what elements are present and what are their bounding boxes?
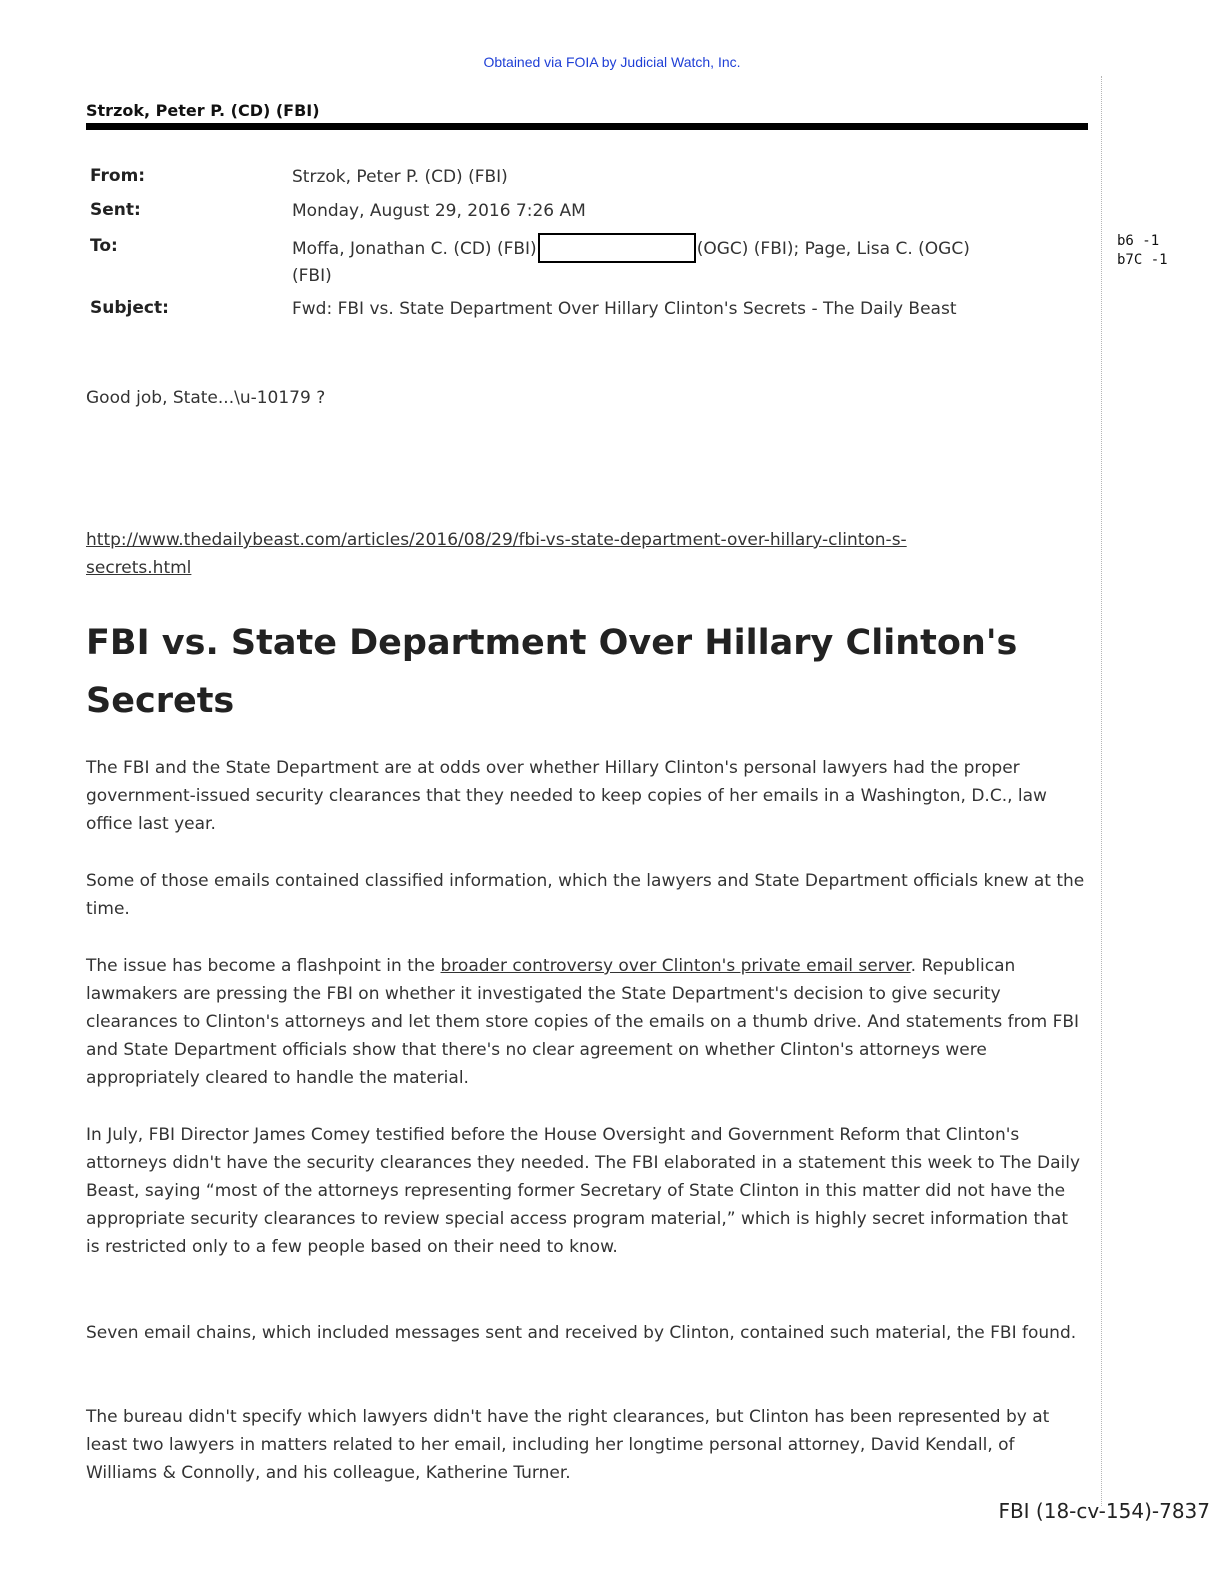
message-text: Good job, State...\u-10179 ?: [86, 388, 326, 408]
foia-watermark: Obtained via FOIA by Judicial Watch, Inc.: [483, 54, 741, 70]
email-server-link[interactable]: broader controversy over Clinton's private email server: [440, 956, 911, 976]
article-paragraph-4: In July, FBI Director James Comey testified before the House Oversight and Government Reform that Clinton's attorneys didn't have the security clearances they needed. The FBI elaborated in a statement this week to The Daily Beast, saying “most of the attorneys representing former Secretary of State Clinton in this matter did not have the appropriate security clearances to review special access program material,” which is highly secret information that is restricted only to a few people based on their need to know.: [86, 1125, 1081, 1257]
to-recipient-page: (OGC) (FBI); Page, Lisa C. (OGC): [696, 239, 970, 259]
redaction-code-b6: b6 -1: [1117, 233, 1160, 249]
to-label: To:: [90, 236, 118, 256]
bates-number: FBI (18-cv-154)-7837: [998, 1499, 1210, 1523]
p3-text-start: The issue has become a flashpoint in the: [86, 956, 441, 976]
article-paragraph-1: The FBI and the State Department are at odds over whether Hillary Clinton's personal lawyers had the proper government-issued security clearances that they needed to keep copies of her emails in a Washington, D.C., law office last year.: [86, 758, 1047, 834]
margin-divider: [1101, 76, 1102, 1506]
to-recipient-moffa: Moffa, Jonathan C. (CD) (FBI): [292, 239, 537, 259]
subject-value: Fwd: FBI vs. State Department Over Hillary Clinton's Secrets - The Daily Beast: [292, 299, 957, 319]
redaction-code-b7c: b7C -1: [1117, 252, 1168, 268]
from-label: From:: [90, 166, 146, 186]
article-paragraph-5: Seven email chains, which included messages sent and received by Clinton, contained such material, the FBI found.: [86, 1323, 1077, 1343]
article-url-line2[interactable]: secrets.html: [86, 558, 192, 578]
subject-label: Subject:: [90, 298, 169, 318]
article-headline: FBI vs. State Department Over Hillary Clinton's Secrets: [86, 623, 1018, 721]
to-value: [292, 233, 1082, 290]
header-divider: [86, 123, 1088, 130]
article-paragraph-2: Some of those emails contained classified information, which the lawyers and State Department officials knew at the time.: [86, 871, 1085, 919]
sent-value: Monday, August 29, 2016 7:26 AM: [292, 201, 586, 221]
article-paragraph-3: [86, 952, 1086, 1092]
article-paragraph-6: The bureau didn't specify which lawyers didn't have the right clearances, but Clinton has been represented by at least two lawyers in matters related to her email, including her longtime personal attorney, David Kendall, of Williams & Connolly, and his colleague, Katherine Turner.: [86, 1407, 1050, 1483]
article-url-line1[interactable]: http://www.thedailybeast.com/articles/2016/08/29/fbi-vs-state-department-over-hillary-clinton-s-: [86, 530, 907, 550]
redaction-codes: [1117, 232, 1168, 270]
from-value: Strzok, Peter P. (CD) (FBI): [292, 167, 508, 187]
p3-text-end: . Republican lawmakers are pressing the FBI on whether it investigated the State Department's decision to give security clearances to Clinton's attorneys and let them store copies of the emails on a thumb drive. And statements from FBI and State Department officials show that there's no clear agreement on whether Clinton's attorneys were appropriately cleared to handle the material.: [86, 956, 1080, 1088]
article-url[interactable]: [86, 526, 1086, 582]
to-recipient-page-cont: (FBI): [292, 266, 332, 286]
sent-label: Sent:: [90, 200, 141, 220]
mailbox-owner-name: Strzok, Peter P. (CD) (FBI): [86, 101, 320, 120]
redaction-box: [538, 233, 696, 263]
